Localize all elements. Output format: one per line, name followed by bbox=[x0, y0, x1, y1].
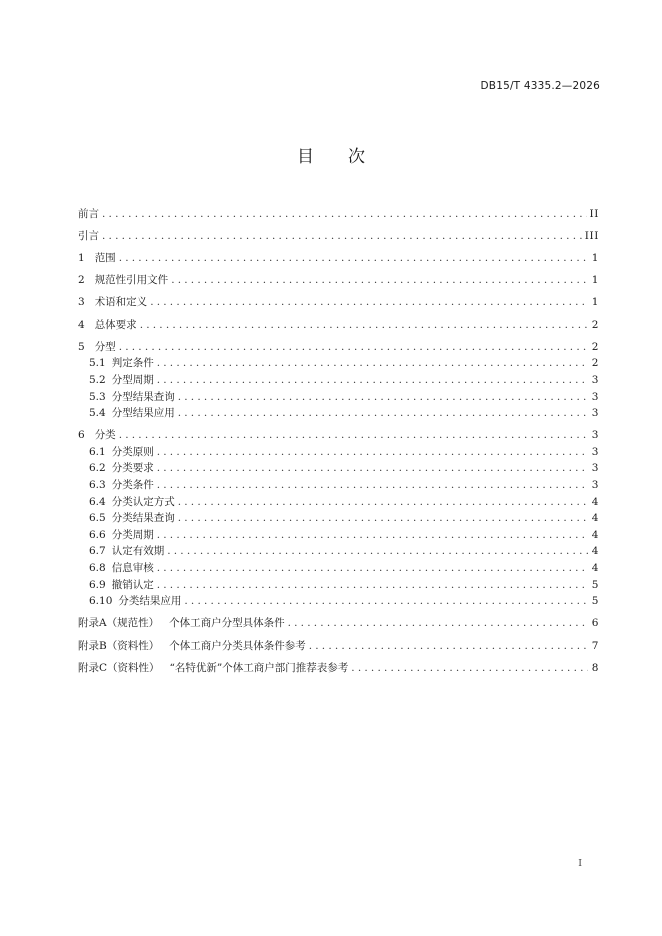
toc-leader-dots bbox=[178, 494, 588, 511]
toc-entry[interactable] bbox=[78, 593, 599, 610]
table-of-contents bbox=[78, 200, 599, 676]
toc-leader-dots bbox=[150, 294, 588, 311]
toc-entry-number: 1 bbox=[78, 251, 85, 264]
toc-entry-number: 6.7 bbox=[89, 545, 106, 558]
toc-entry-label: 分型周期 bbox=[111, 373, 154, 386]
toc-entry[interactable] bbox=[78, 510, 599, 527]
toc-leader-dots bbox=[119, 427, 588, 444]
toc-leader-dots bbox=[171, 272, 588, 289]
toc-entry-number: 6.8 bbox=[89, 562, 106, 575]
toc-leader-dots bbox=[157, 460, 588, 477]
toc-entry[interactable] bbox=[78, 244, 599, 266]
toc-leader-dots bbox=[102, 206, 587, 223]
toc-entry-page: 1 bbox=[591, 251, 599, 264]
toc-entry-label: 分型结果查询 bbox=[111, 390, 175, 403]
toc-entry-label: 分类结果应用 bbox=[118, 595, 182, 608]
toc-entry-label: 分类原则 bbox=[111, 445, 154, 458]
toc-entry-label: 引言 bbox=[78, 229, 99, 242]
toc-leader-dots bbox=[178, 389, 588, 406]
toc-entry-label: 个体工商户分类具体条件参考 bbox=[169, 639, 306, 652]
toc-entry-number: 6.5 bbox=[89, 512, 106, 525]
toc-entry[interactable] bbox=[78, 577, 599, 594]
toc-entry-page: 4 bbox=[591, 495, 599, 508]
toc-entry[interactable] bbox=[78, 333, 599, 355]
toc-entry-number: 5.2 bbox=[89, 373, 106, 386]
toc-entry-number: 6.3 bbox=[89, 479, 106, 492]
toc-leader-dots bbox=[140, 317, 588, 334]
toc-entry-page: 2 bbox=[591, 340, 599, 353]
toc-entry-page: 3 bbox=[591, 407, 599, 420]
toc-entry-page: 3 bbox=[591, 429, 599, 442]
toc-entry-label: 分类要求 bbox=[111, 462, 154, 475]
page-title: 目次 bbox=[297, 147, 399, 167]
toc-entry-page: 3 bbox=[591, 390, 599, 403]
toc-entry-number: 附录A（规范性） bbox=[78, 617, 160, 630]
toc-leader-dots bbox=[178, 405, 588, 422]
toc-entry[interactable] bbox=[78, 405, 599, 422]
toc-leader-dots bbox=[157, 577, 588, 594]
toc-entry-number: 5.1 bbox=[89, 357, 106, 370]
toc-entry-label: 个体工商户分型具体条件 bbox=[169, 617, 285, 630]
toc-leader-dots bbox=[119, 250, 588, 267]
toc-entry-page: 3 bbox=[591, 445, 599, 458]
toc-entry[interactable] bbox=[78, 444, 599, 461]
toc-entry-page: 1 bbox=[591, 296, 599, 309]
toc-entry[interactable] bbox=[78, 267, 599, 289]
toc-entry-page: 2 bbox=[591, 357, 599, 370]
toc-entry-page: 5 bbox=[591, 578, 599, 591]
toc-entry-page: 2 bbox=[591, 318, 599, 331]
toc-entry-label: 总体要求 bbox=[94, 318, 137, 331]
toc-entry-number: 5 bbox=[78, 340, 85, 353]
toc-entry[interactable] bbox=[78, 560, 599, 577]
toc-leader-dots bbox=[178, 510, 588, 527]
toc-entry-label: 分型 bbox=[94, 340, 116, 353]
toc-entry[interactable] bbox=[78, 494, 599, 511]
toc-entry[interactable] bbox=[78, 372, 599, 389]
toc-entry-label: 规范性引用文件 bbox=[94, 274, 169, 287]
toc-entry-number: 6.9 bbox=[89, 578, 106, 591]
toc-leader-dots bbox=[119, 339, 588, 356]
toc-entry-number: 6.2 bbox=[89, 462, 106, 475]
toc-entry[interactable] bbox=[78, 527, 599, 544]
toc-entry[interactable] bbox=[78, 311, 599, 333]
toc-leader-dots bbox=[157, 527, 588, 544]
toc-entry-page: 3 bbox=[591, 373, 599, 386]
toc-entry-number: 附录C（资料性） bbox=[78, 661, 160, 674]
toc-entry-number: 附录B（资料性） bbox=[78, 639, 160, 652]
toc-entry-page: 6 bbox=[591, 617, 599, 630]
toc-entry[interactable] bbox=[78, 543, 599, 560]
toc-entry[interactable] bbox=[78, 460, 599, 477]
toc-entry-page: 4 bbox=[591, 528, 599, 541]
toc-entry-label: 分类结果查询 bbox=[111, 512, 175, 525]
toc-entry-label: “名特优新”个体工商户部门推荐表参考 bbox=[169, 661, 349, 674]
toc-entry-page: 4 bbox=[591, 512, 599, 525]
toc-leader-dots bbox=[167, 543, 588, 560]
toc-entry-number: 6.6 bbox=[89, 528, 106, 541]
toc-entry-number: 5.3 bbox=[89, 390, 106, 403]
toc-entry-label: 分类条件 bbox=[111, 479, 154, 492]
toc-entry-page: 5 bbox=[591, 595, 599, 608]
toc-entry-number: 6.1 bbox=[89, 445, 106, 458]
toc-entry-label: 判定条件 bbox=[111, 357, 154, 370]
toc-entry[interactable] bbox=[78, 422, 599, 444]
toc-entry-page: 4 bbox=[591, 545, 599, 558]
toc-entry-label: 分类周期 bbox=[111, 528, 154, 541]
toc-entry-label: 认定有效期 bbox=[111, 545, 165, 558]
toc-entry-number: 6.4 bbox=[89, 495, 106, 508]
toc-entry[interactable] bbox=[78, 632, 599, 654]
toc-entry-page: 3 bbox=[591, 462, 599, 475]
toc-entry-number: 6.10 bbox=[89, 595, 113, 608]
page-number: I bbox=[578, 858, 582, 869]
toc-entry[interactable] bbox=[78, 222, 599, 244]
toc-leader-dots bbox=[102, 228, 582, 245]
toc-entry[interactable] bbox=[78, 654, 599, 676]
toc-entry-page: 7 bbox=[591, 639, 599, 652]
toc-leader-dots bbox=[157, 444, 588, 461]
toc-entry-label: 信息审核 bbox=[111, 562, 154, 575]
toc-entry[interactable] bbox=[78, 610, 599, 632]
toc-leader-dots bbox=[288, 615, 588, 632]
document-code: DB15/T 4335.2—2026 bbox=[480, 80, 600, 92]
toc-entry-label: 范围 bbox=[94, 251, 116, 264]
toc-entry[interactable] bbox=[78, 389, 599, 406]
toc-leader-dots bbox=[351, 660, 588, 677]
toc-leader-dots bbox=[157, 477, 588, 494]
toc-entry[interactable] bbox=[78, 355, 599, 372]
toc-entry-page: 4 bbox=[591, 562, 599, 575]
toc-entry-page: II bbox=[589, 207, 599, 220]
toc-entry-page: 1 bbox=[591, 274, 599, 287]
toc-entry-page: 3 bbox=[591, 479, 599, 492]
toc-leader-dots bbox=[157, 560, 588, 577]
toc-leader-dots bbox=[184, 593, 588, 610]
toc-entry-number: 6 bbox=[78, 429, 85, 442]
toc-entry-number: 5.4 bbox=[89, 407, 106, 420]
toc-entry[interactable] bbox=[78, 200, 599, 222]
toc-entry-page: III bbox=[584, 229, 599, 242]
toc-entry-number: 2 bbox=[78, 274, 85, 287]
toc-entry-label: 分类 bbox=[94, 429, 116, 442]
toc-leader-dots bbox=[157, 355, 588, 372]
toc-entry-page: 8 bbox=[591, 661, 599, 674]
toc-entry-label: 分类认定方式 bbox=[111, 495, 175, 508]
toc-entry[interactable] bbox=[78, 289, 599, 311]
toc-leader-dots bbox=[309, 638, 588, 655]
toc-entry-label: 前言 bbox=[78, 207, 99, 220]
toc-leader-dots bbox=[157, 372, 588, 389]
toc-entry-label: 术语和定义 bbox=[94, 296, 148, 309]
toc-entry-number: 3 bbox=[78, 296, 85, 309]
toc-entry-label: 分型结果应用 bbox=[111, 407, 175, 420]
toc-entry-number: 4 bbox=[78, 318, 85, 331]
toc-entry[interactable] bbox=[78, 477, 599, 494]
toc-entry-label: 撤销认定 bbox=[111, 578, 154, 591]
